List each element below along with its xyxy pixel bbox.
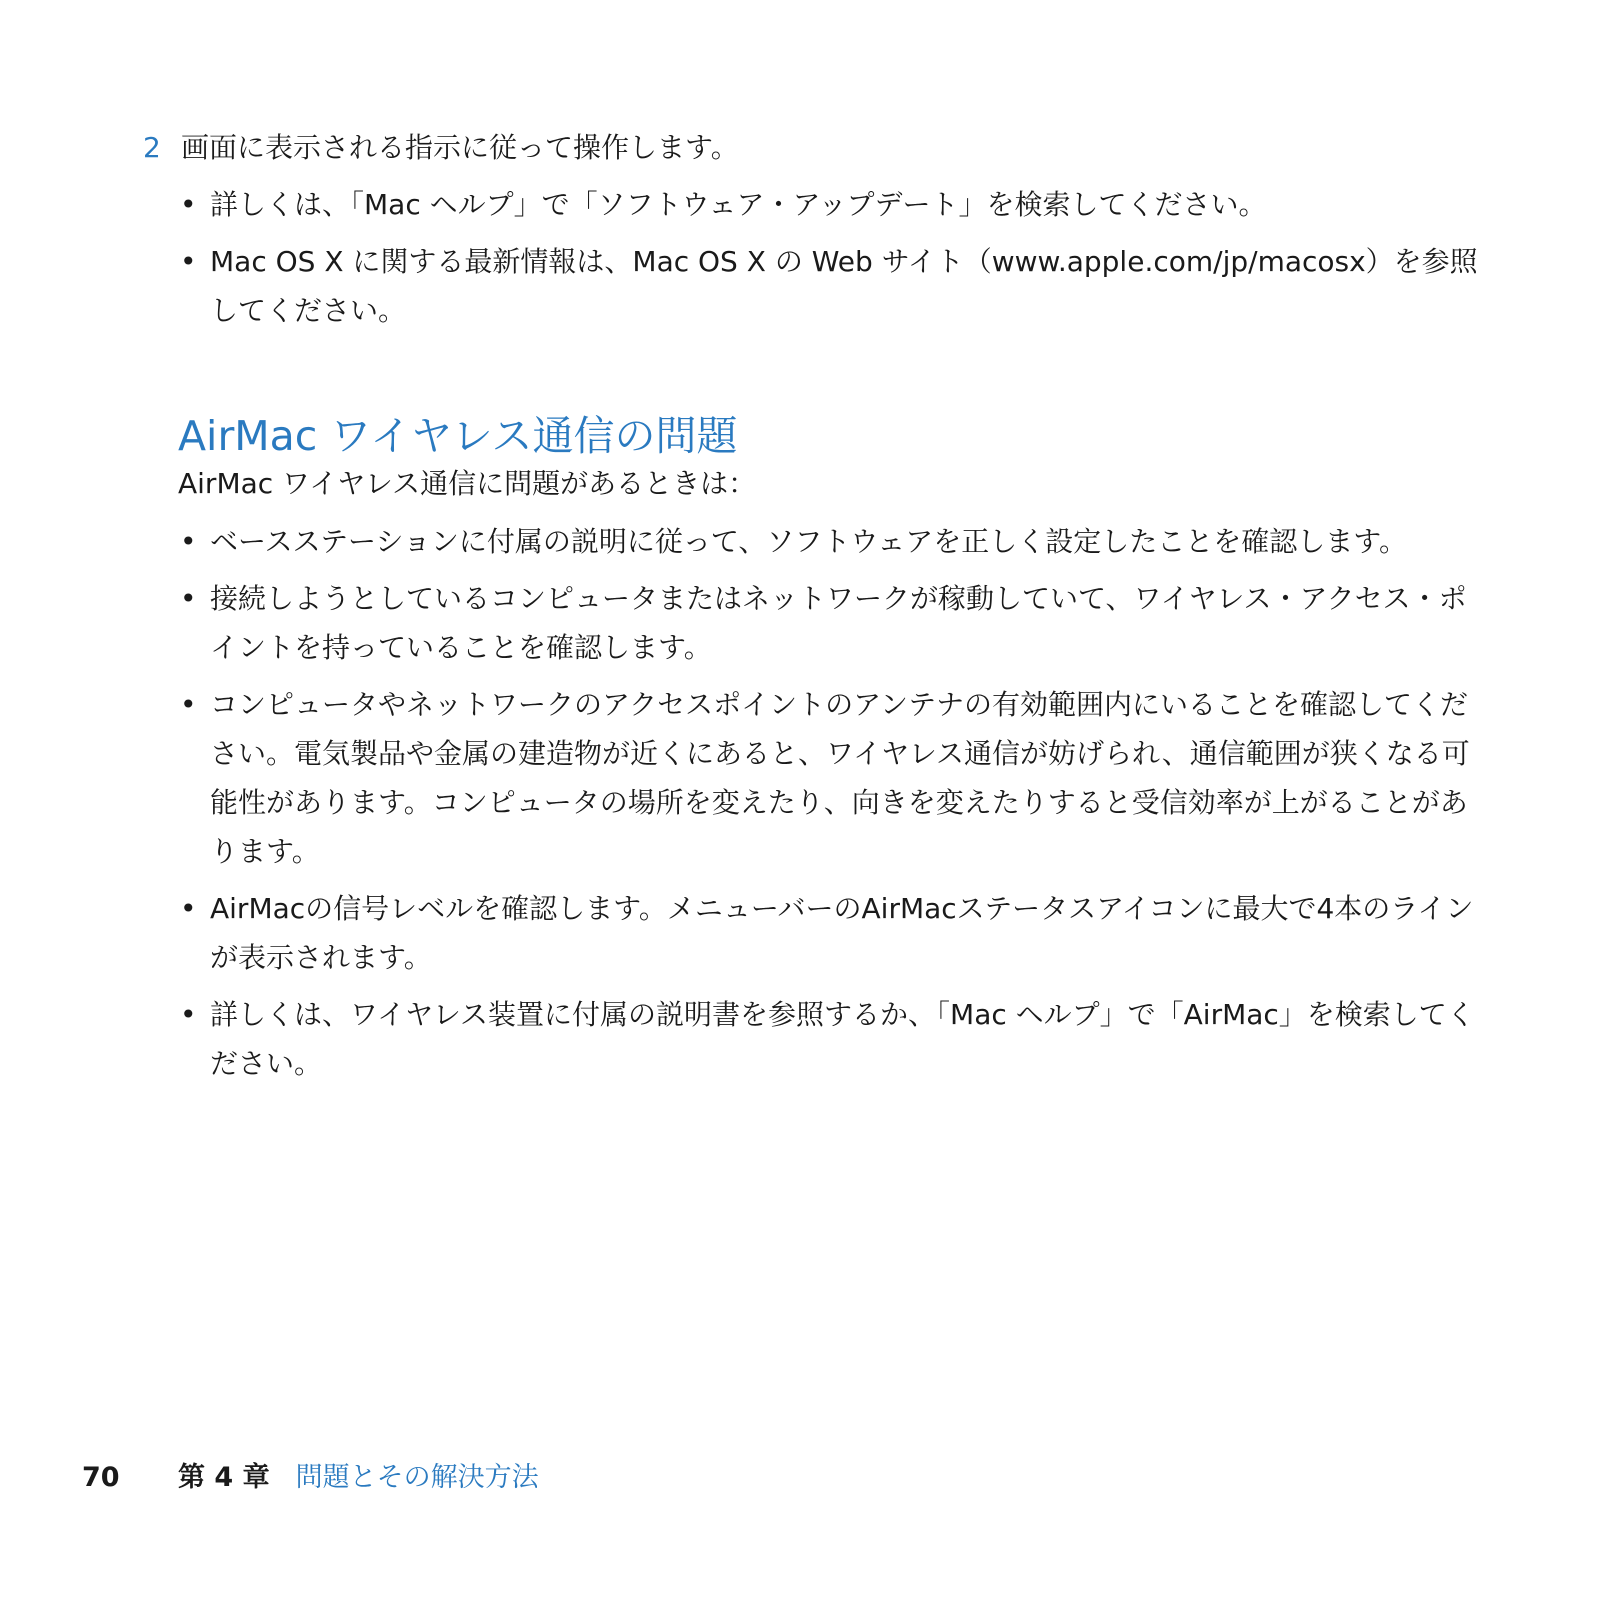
section-title: AirMac ワイヤレス通信の問題 bbox=[178, 412, 738, 460]
chapter-label: 第 4 章 bbox=[178, 1462, 270, 1493]
list-item-text: AirMacの信号レベルを確認します。メニューバーのAirMacステータスアイコンに最大で4本のラインが表示されます。 bbox=[210, 892, 1474, 974]
list-item-text: 詳しくは、ワイヤレス装置に付属の説明書を参照するか、「Mac ヘルプ」で「AirMac」を検索してください。 bbox=[210, 998, 1475, 1080]
bullet-icon: • bbox=[180, 245, 197, 278]
bullet-icon: • bbox=[180, 892, 197, 925]
list-item bbox=[180, 574, 1485, 672]
bullet-icon: • bbox=[180, 688, 197, 721]
bullet-list-1 bbox=[180, 180, 1485, 343]
step-number: 2 bbox=[143, 131, 161, 164]
list-item-text: 接続しようとしているコンピュータまたはネットワークが稼動していて、ワイヤレス・アクセス・ポイントを持っていることを確認します。 bbox=[210, 582, 1467, 664]
list-item bbox=[180, 180, 1485, 229]
list-item bbox=[180, 237, 1485, 335]
list-item bbox=[180, 884, 1485, 982]
bullet-icon: • bbox=[180, 582, 197, 615]
chapter-title: 問題とその解決方法 bbox=[295, 1462, 539, 1493]
bullet-icon: • bbox=[180, 998, 197, 1031]
bullet-icon: • bbox=[180, 525, 197, 558]
bullet-icon: • bbox=[180, 188, 197, 221]
list-item bbox=[180, 517, 1485, 566]
bullet-list-2 bbox=[180, 517, 1485, 1096]
step-text: 画面に表示される指示に従って操作します。 bbox=[181, 131, 739, 164]
list-item-text: コンピュータやネットワークのアクセスポイントのアンテナの有効範囲内にいることを確認してください。電気製品や金属の建造物が近くにあると、ワイヤレス通信が妨げられ、通信範囲が狭くなる可能性があります。コンピュータの場所を変えたり、向きを変えたりすると受信効率が上がることがあります。 bbox=[210, 688, 1470, 868]
list-item-text: 詳しくは、「Mac ヘルプ」で「ソフトウェア・アップデート」を検索してください。 bbox=[210, 188, 1267, 221]
step-item bbox=[143, 128, 1483, 168]
list-item-text: Mac OS X に関する最新情報は、Mac OS X の Web サイト（www.apple.com/jp/macosx）を参照してください。 bbox=[210, 245, 1478, 327]
list-item bbox=[180, 680, 1485, 876]
list-item-text: ベースステーションに付属の説明に従って、ソフトウェアを正しく設定したことを確認します。 bbox=[210, 525, 1408, 558]
section-intro: AirMac ワイヤレス通信に問題があるときは： bbox=[178, 467, 757, 500]
page-footer bbox=[82, 1458, 539, 1498]
list-item bbox=[180, 990, 1485, 1088]
page-number: 70 bbox=[82, 1462, 120, 1493]
